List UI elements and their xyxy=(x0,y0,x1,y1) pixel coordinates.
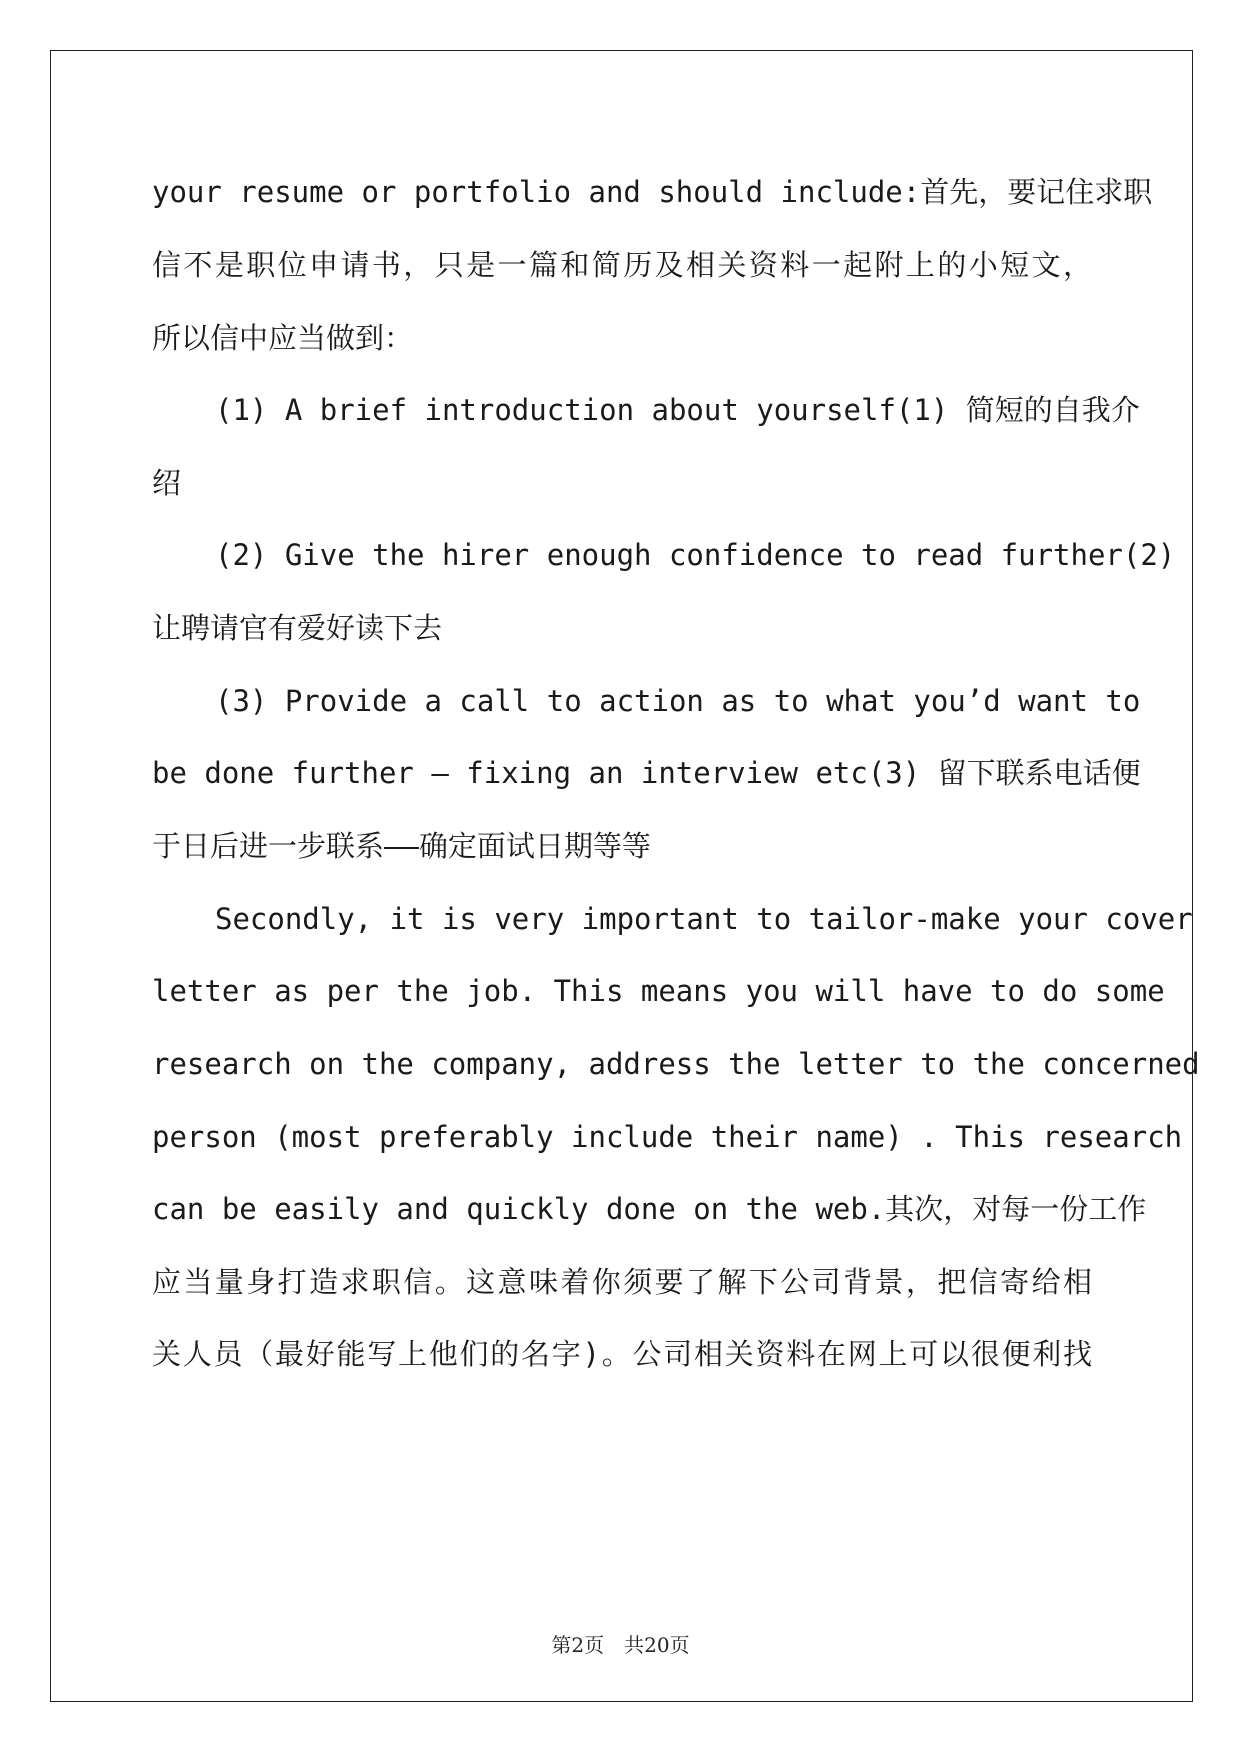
page-footer xyxy=(0,1632,1241,1658)
text-line: 应当量身打造求职信。这意味着你须要了解下公司背景，把信寄给相 xyxy=(152,1265,1092,1299)
text-line: 让聘请官有爱好读下去 xyxy=(152,611,443,645)
text-line: (2) Give the hirer enough confidence to read further(2) xyxy=(215,538,1176,572)
text-line: 所以信中应当做到： xyxy=(152,321,414,355)
page-total: 共20页 xyxy=(624,1633,690,1657)
page-frame xyxy=(50,50,1200,1702)
text-line: can be easily and quickly done on the web.其次，对每一份工作 xyxy=(152,1192,1147,1226)
text-line: 信不是职位申请书，只是一篇和简历及相关资料一起附上的小短文， xyxy=(152,248,1092,282)
text-line: Secondly, it is very important to tailor-make your cover xyxy=(215,902,1193,936)
text-line: 于日后进一步联系——确定面试日期等等 xyxy=(152,829,651,863)
text-line: research on the company, address the letter to the concerned xyxy=(152,1047,1200,1081)
page-number: 第2页 xyxy=(551,1633,605,1657)
text-line: 关人员（最好能写上他们的名字)。公司相关资料在网上可以很便利找 xyxy=(152,1337,1092,1371)
text-line: your resume or portfolio and should include:首先，要记住求职 xyxy=(152,175,1153,209)
text-line: person (most preferably include their name) . This research xyxy=(152,1120,1183,1154)
text-line: (3) Provide a call to action as to what you’d want to xyxy=(215,684,1141,718)
text-line: be done further – fixing an interview etc(3) 留下联系电话便 xyxy=(152,756,1141,790)
text-line: (1) A brief introduction about yourself(1) 简短的自我介 xyxy=(215,393,1140,427)
text-line: letter as per the job. This means you will have to do some xyxy=(152,974,1165,1008)
text-line: 绍 xyxy=(152,466,182,500)
